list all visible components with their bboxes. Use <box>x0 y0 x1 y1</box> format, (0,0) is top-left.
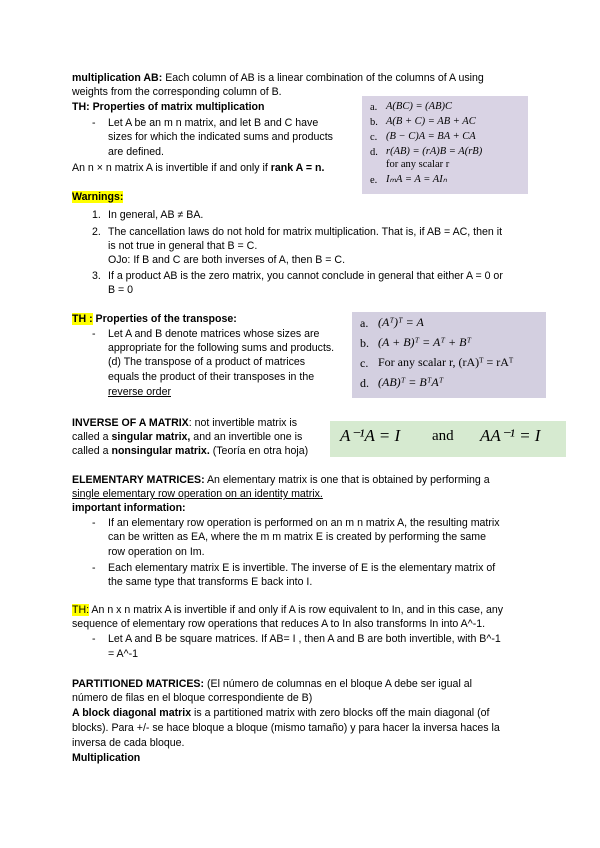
transpose-line: reverse order <box>108 386 171 398</box>
bullet-dash: - <box>92 328 96 340</box>
property-expr: for any scalar r <box>386 159 450 170</box>
th-row-equivalent-line1: TH: An n x n matrix A is invertible if and only if A is row equivalent to In, and in this case, any <box>72 604 504 616</box>
bullet-dash: - <box>92 633 96 645</box>
th-matrix-mult-title: TH: Properties of matrix multiplication <box>72 101 265 113</box>
property-expr: For any scalar r, (rA)ᵀ = rAᵀ <box>378 355 514 369</box>
inverse-line1: INVERSE OF A MATRIX: not invertible matrix is <box>72 417 298 429</box>
property-expr: r(AB) = (rA)B = A(rB) <box>386 146 483 157</box>
invertible-rank-statement: An n × n matrix A is invertible if and only if rank A = n. <box>72 162 325 174</box>
list-number: 2. <box>92 226 101 238</box>
partitioned-line1: PARTITIONED MATRICES: (El número de columnas en el bloque A debe ser igual al <box>72 678 472 690</box>
inverse-right-eq: AA⁻¹ = I <box>480 426 541 445</box>
inverse-left-eq: A⁻¹A = I <box>340 426 401 445</box>
and-word: and <box>432 428 454 444</box>
transpose-line: (d) The transpose of a product of matrices <box>108 356 306 368</box>
th-bullet-line: Let A and B be square matrices. If AB= I , then A and B are both invertible, with B^-1 <box>108 633 501 645</box>
property-expr: (B − C)A = BA + CA <box>386 131 476 142</box>
property-expr: IₘA = A = AIₙ <box>386 174 447 185</box>
elementary-line1: ELEMENTARY MATRICES: An elementary matrix is one that is obtained by performing a <box>72 474 490 486</box>
warning-item: The cancellation laws do not hold for matrix multiplication. That is, if AB = AC, then it <box>108 226 503 238</box>
inverse-line2: called a singular matrix, and an invertible one is <box>72 431 303 443</box>
warning-item: In general, AB ≠ BA. <box>108 209 204 221</box>
partitioned-line4: blocks). Para +/- se hace bloque a bloque (mismo tamaño) y para hacer la inversa haces la <box>72 722 500 734</box>
important-info-title: important information: <box>72 502 186 514</box>
multiplication-ab-text: Each column of AB is a linear combination of the columns of A using <box>162 72 484 84</box>
transpose-line: appropriate for the following sums and products. <box>108 342 335 354</box>
property-expr: (Aᵀ)ᵀ = A <box>378 315 424 329</box>
inverse-identity-box <box>330 421 566 457</box>
warning-item-line: is not true in general that B = C. <box>108 240 258 252</box>
transpose-line: equals the product of their transposes in the <box>108 371 315 383</box>
bullet-dash: - <box>92 117 96 129</box>
property-expr: A(B + C) = AB + AC <box>386 116 476 127</box>
multiplication-ab-paragraph <box>72 72 532 85</box>
property-expr: A(BC) = (AB)C <box>386 101 452 112</box>
warnings-title: Warnings: <box>72 191 124 203</box>
list-number: 1. <box>92 209 101 221</box>
warning-item-line: OJo: If B and C are both inverses of A, then B = C. <box>108 254 346 266</box>
block-diagonal-line: A block diagonal matrix is a partitioned matrix with zero blocks off the main diagonal (of <box>72 707 490 719</box>
bullet-dash: - <box>92 562 96 574</box>
transpose-properties-box: a. (Aᵀ)ᵀ = A b. (A + B)ᵀ = Aᵀ + Bᵀ c. For any scalar r, (rA)ᵀ = rAᵀ d. (AB)ᵀ = BᵀAᵀ <box>352 312 546 398</box>
property-expr: (AB)ᵀ = BᵀAᵀ <box>378 375 444 389</box>
bullet-line: sizes for which the indicated sums and products <box>108 131 333 143</box>
bullet-line: are defined. <box>108 146 164 158</box>
inverse-line3: called a nonsingular matrix. (Teoría en otra hoja) <box>72 445 309 457</box>
warning-item-line: B = 0 <box>108 284 134 296</box>
warning-item: If a product AB is the zero matrix, you cannot conclude in general that either A = 0 or <box>108 270 503 282</box>
elementary-bullet-line: can be written as EA, where the m m matrix E is created by performing the same <box>108 531 486 543</box>
bullet-line: Let A be an m n matrix, and let B and C have <box>108 117 319 129</box>
elementary-bullet-line: If an elementary row operation is performed on an m n matrix A, the resulting matrix <box>108 517 500 529</box>
elementary-bullet-line: the same type that transforms E back into I. <box>108 576 313 588</box>
bullet-dash: - <box>92 517 96 529</box>
elementary-line2: single elementary row operation on an identity matrix. <box>72 488 323 500</box>
multiplication-ab-term: multiplication AB: <box>72 72 163 84</box>
transpose-title: TH : Properties of the transpose: <box>72 313 237 325</box>
th-row-equivalent-line2: sequence of elementary row operations that reduces A to In also transforms In into A^-1. <box>72 618 486 630</box>
property-expr: (A + B)ᵀ = Aᵀ + Bᵀ <box>378 335 472 349</box>
partitioned-line2: número de filas en el bloque correspondiente de B) <box>72 692 313 704</box>
matrix-mult-properties-box: a. A(BC) = (AB)C b. A(B + C) = AB + AC c. (B − C)A = BA + CA d. r(AB) = (rA)B = A(rB) for any scalar r e. IₘA = A = AIₙ <box>362 96 528 194</box>
multiplication-ab-line2: weights from the corresponding column of B. <box>72 86 282 98</box>
list-number: 3. <box>92 270 101 282</box>
partitioned-line5: inversa de cada bloque. <box>72 737 185 749</box>
elementary-bullet-line: row operation on Im. <box>108 546 205 558</box>
multiplication-heading: Multiplication <box>72 752 141 764</box>
th-bullet-line: = A^-1 <box>108 648 139 660</box>
elementary-bullet-line: Each elementary matrix E is invertible. The inverse of E is the elementary matrix of <box>108 562 496 574</box>
transpose-line: Let A and B denote matrices whose sizes are <box>108 328 320 340</box>
